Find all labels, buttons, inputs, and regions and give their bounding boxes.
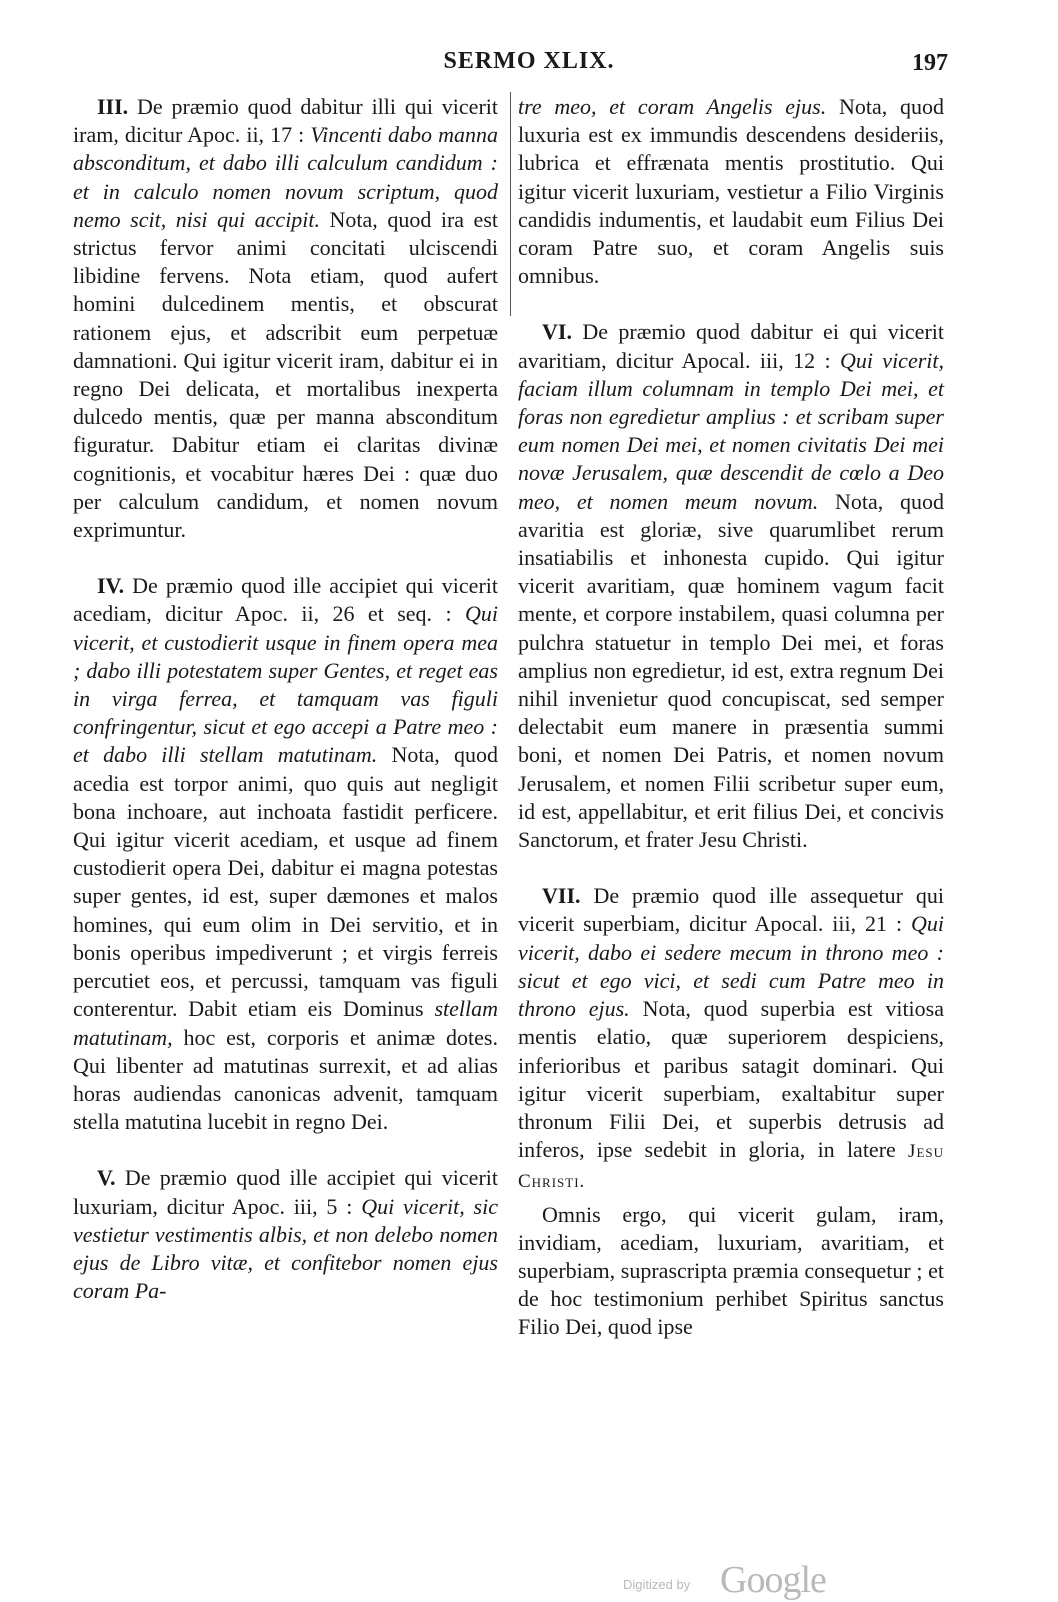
paragraph-text: hoc est, corporis et animæ dotes. Qui libenter ad matutinas surrexit, et ad alias horas audiendas canonicas advenit, tamquam stella matutina lucebit in regno Dei. — [73, 1024, 498, 1135]
paragraph-text: Nota, quod avaritia est gloriæ, sive quarumlibet rerum insatiabilis et inhonesta cupido. Qui igitur vicerit avaritiam, quæ hominem vagum facit mente, et corpore instabilem, quasi columna per pulchra statuetur in templo Dei mei, et foras amplius non egredietur, id est, extra regnum Dei nihil invenietur quod concupiscat, sed semper delectabit eum manere in præsentia summi boni, et nomen Dei Patris, et nomen novum Jerusalem, et nomen Filii scribetur super eum, id est, appellabitur, et erit filius Dei, et concivis Sanctorum, et frater Jesu Christi. — [518, 488, 944, 853]
scripture-quote: Qui vicerit, faciam illum columnam in templo Dei mei, et foras non egredietur amplius : et scribam super eum nomen Dei mei, et nomen civitatis Dei mei novæ Jerusalem, quæ descendit de cœlo a Deo meo, et nomen meum novum. — [518, 347, 944, 514]
column-divider — [510, 92, 511, 316]
scripture-quote: Vincenti dabo manna absconditum, et dabo illi calculum candidum : et in calculo nomen novum scriptum, quod nemo scit, nisi qui accipit. — [73, 122, 498, 232]
scripture-quote: Qui vicerit, sic vestietur vestimentis albis, et non delebo nomen ejus de Libro vitæ, et confitebor nomen ejus coram Pa- — [73, 1193, 498, 1304]
paragraph-text: Nota, quod acedia est torpor animi, quo quis aut negligit bona inchoare, aut inchoata fastidit perficere. Qui igitur vicerit acediam, et usque ad finem custodierit opera Dei, dabitur ei magna potestas super gentes, id est, super dæmones et malos homines, qui eum olim in Dei servitio, et in bonis operibus impediverunt ; et virgis ferreis percutiet eos, et percussi, tamquam vas figuli conterentur. Dabit etiam eis Dominus — [73, 742, 498, 1022]
paragraph-text: De præmio quod dabitur ei qui vicerit avaritiam, dicitur Apocal. iii, 12 : — [518, 319, 944, 373]
section-number: III. — [97, 94, 129, 119]
section-number: VII. — [542, 883, 581, 909]
left-column — [73, 93, 498, 1305]
paragraph-v — [73, 1164, 498, 1305]
section-number: V. — [97, 1165, 116, 1191]
paragraph-vii — [518, 882, 944, 1196]
paragraph-text: De præmio quod dabitur illi qui vicerit iram, dicitur Apoc. ii, 17 : — [73, 94, 498, 148]
paragraph-text: Nota, quod superbia est vitiosa mentis elatio, quæ superiorem despiciens, inferioribus et paribus satagit dominari. Qui igitur vicerit superbiam, exaltabitur super thronum Filii Dei, et superbis detrusis ad inferos, ipse sedebit in gloria, in latere — [518, 996, 944, 1163]
right-column — [518, 93, 944, 1342]
scripture-quote: tre meo, et coram Angelis ejus. — [518, 94, 827, 119]
paragraph-v-continued — [518, 93, 944, 290]
paragraph-conclusion — [518, 1201, 944, 1342]
scripture-quote: Qui vicerit, dabo ei sedere mecum in throno meo : sicut et ego vici, et sedi cum Patre meo in throno ejus. — [518, 911, 944, 1022]
scripture-quote: stellam matutinam, — [73, 996, 498, 1050]
paragraph-text: Nota, quod luxuria est ex immundis descendens desideriis, lubrica et effrænata mentis prostitutio. Qui igitur vicerit luxuriam, vestietur a Filio Virginis candidis indumentis, et laudabit eum Filius Dei coram Patre suo, et coram Angelis suis omnibus. — [518, 94, 944, 289]
section-number: VI. — [542, 319, 572, 345]
paragraph-iv — [73, 572, 498, 1136]
paragraph-vi — [518, 318, 944, 854]
paragraph-text: De præmio quod ille assequetur qui vicerit superbiam, dicitur Apocal. iii, 21 : — [518, 883, 944, 937]
running-head — [0, 48, 1058, 78]
paragraph-text: Omnis ergo, qui vicerit gulam, iram, invidiam, acediam, luxuriam, avaritiam, et superbiam, suprascripta præmia consequetur ; et de hoc testimonium perhibet Spiritus sanctus Filio Dei, quod ipse — [518, 1201, 944, 1340]
scripture-quote: Qui vicerit, et custodierit usque in finem opera mea ; dabo illi potestatem super Gentes, et reget eas in virga ferrea, et tamquam vas figuli confringentur, sicut et ego accepi a Patre meo : et dabo illi stellam matutinam. — [73, 601, 498, 768]
digitized-by-label: Digitized by — [623, 1577, 691, 1592]
small-caps-name: Jesu Christi. — [518, 1141, 944, 1193]
paragraph-text: De præmio quod ille accipiet qui vicerit luxuriam, dicitur Apoc. iii, 5 : — [73, 1165, 498, 1219]
google-logo: Google — [720, 1559, 826, 1601]
paragraph-text: Nota, quod ira est strictus fervor animi concitati ulciscendi libidine fervens. Nota etiam, quod aufert homini dulcedinem mentis, et obscurat rationem ejus, et adscribit eum perpetuæ damnationi. Qui igitur vicerit iram, dabitur ei in regno Dei delicata, et mortalibus inexperta dulcedo mentis, quæ per manna absconditum figuratur. Dabitur etiam ei claritas divinæ cognitionis, et vocabitur hæres Dei : quæ duo per calculum candidum, et nomen novum exprimuntur. — [73, 206, 498, 543]
section-number: IV. — [97, 573, 125, 599]
digitization-watermark — [623, 1559, 853, 1602]
paragraph-text: De præmio quod ille accipiet qui vicerit acediam, dicitur Apoc. ii, 26 et seq. : — [73, 573, 498, 627]
page-number: 197 — [912, 50, 948, 76]
paragraph-iii — [73, 93, 498, 544]
running-title: SERMO XLIX. — [443, 48, 615, 74]
